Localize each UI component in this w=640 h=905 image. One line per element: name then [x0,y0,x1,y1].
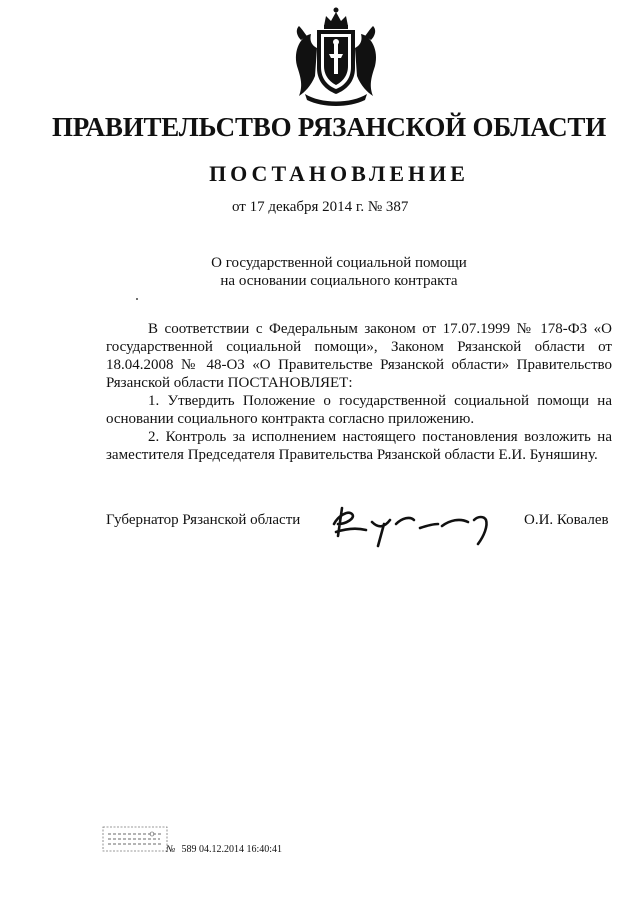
signatory-position: Губернатор Рязанской области [106,512,301,528]
document-type: ПОСТАНОВЛЕНИЕ [209,161,469,186]
scan-speck [136,298,138,300]
body-paragraph-preamble: В соответствии с Федеральным законом от 17.07.1999 № 178-ФЗ «О государственной социальной помощи», Законом Рязанской области от 18.04.2008 № 48-ОЗ «О Правительстве Рязанской области» Правительство Рязанской области ПОСТАНОВЛЯЕТ: [106,321,612,391]
registration-number-timestamp: 589 04.12.2014 16:40:41 [181,844,282,855]
document-body [106,320,612,464]
handwritten-signature [328,502,498,550]
body-paragraph-item-1: 1. Утвердить Положение о государственной социальной помощи на основании социального контракта согласно приложению. [106,393,612,427]
subject-line-1: О государственной социальной помощи [211,255,467,271]
signatory-name: О.И. Ковалев [524,512,609,528]
subject-line-2: на основании социального контракта [220,273,458,289]
registration-stamp-icon [102,826,168,852]
document-subject [0,254,640,290]
organization-title: ПРАВИТЕЛЬСТВО РЯЗАНСКОЙ ОБЛАСТИ [51,112,607,142]
body-paragraph-item-2: 2. Контроль за исполнением настоящего постановления возложить на заместителя Председателя Правительства Рязанской области Е.И. Буняшину. [106,429,612,463]
registration-line [166,844,282,855]
registration-number-mark: № [166,844,176,855]
document-date-number: от 17 декабря 2014 г. № 387 [232,199,409,215]
coat-of-arms-icon [291,6,381,108]
signature-block [106,508,609,548]
